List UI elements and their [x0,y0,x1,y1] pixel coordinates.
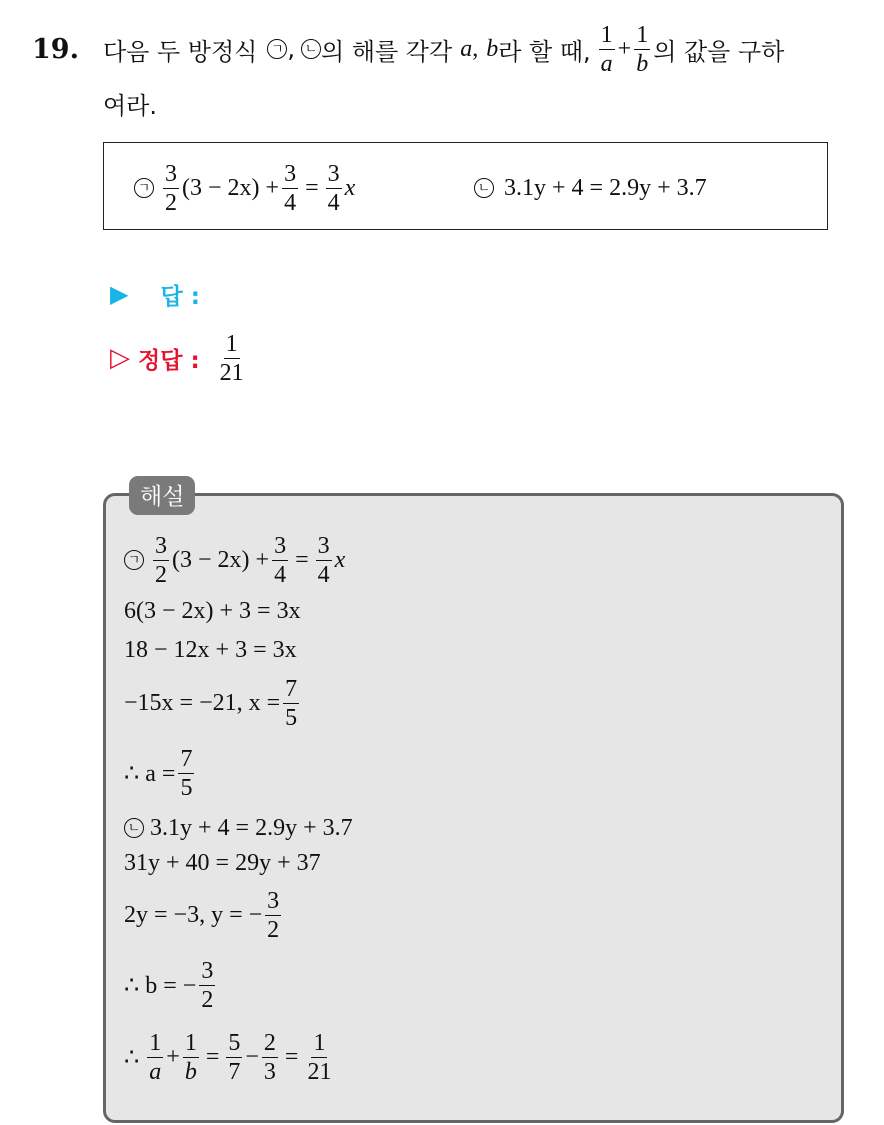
solution-line-10: ∴ $\frac{1}{a}$ + $\frac{1}{b}$ = $\frac{5}{7}$ − $\frac{2}{3}$ = $\frac{1}{21}$ [124,1029,332,1085]
solution-line-9: ∴ b = − $\frac{3}{2}$ [124,957,214,1013]
circled-nieun-icon: ㄴ [474,178,494,198]
fraction: $\frac{1}{b}$ [636,21,649,77]
solution-text: ∴ a = [124,760,176,787]
solution-text: −15x = −21, x = [124,689,281,716]
question-text: 다음 두 방정식 [102,37,258,66]
solution-line-3: 18 − 12x + 3 = 3x [124,637,297,663]
correct-answer-label: 정답 : [138,347,200,374]
minus: − [245,1043,259,1070]
correct-answer-value: $\frac{1}{21}$ [219,330,244,386]
question-text: 의 값을 구하 [653,37,785,66]
question-number: 19. [32,33,79,65]
answer-row [110,278,200,310]
correct-answer-row [110,328,249,388]
question-line-2: 여라. [103,92,157,120]
circled-giyeok-icon: ㄱ [267,39,287,59]
equation-2 [474,170,707,206]
solution-line-8: 2y = −3, y = − $\frac{3}{2}$ [124,887,280,943]
circled-nieun-icon: ㄴ [301,39,321,59]
solution-line-4: −15x = −21, x = $\frac{7}{5}$ [124,675,298,731]
eq1-middle: (3 − 2x) + [182,174,280,201]
equals: = [284,1043,299,1070]
circled-giyeok-icon: ㄱ [124,550,144,570]
var-x: x [344,174,356,201]
question-line-1 [32,21,785,77]
equals: = [305,174,319,201]
separator: , [287,35,295,63]
equals: = [205,1043,220,1070]
plus: + [166,1043,180,1070]
solution-text: ∴ b = − [124,972,197,999]
outline-arrow-icon: ▷ [110,343,130,373]
answer-label: 답 : [160,283,200,310]
circled-nieun-icon: ㄴ [124,818,144,838]
var-a: a [460,35,473,62]
solution-text: 3.1y + 4 = 2.9y + 3.7 [150,814,353,841]
play-arrow-icon: ▶ [110,280,129,308]
therefore-symbol: ∴ [124,1044,140,1071]
solution-line-5: ∴ a = $\frac{7}{5}$ [124,745,193,801]
comma: , [472,35,479,62]
equals: = [295,546,309,573]
plus: + [617,35,632,62]
solution-line-1: ㄱ $\frac{3}{2}$ (3 − 2x) + $\frac{3}{4}$ = $\frac{3}{4}$ x [124,530,345,590]
equation-1: ㄱ $\frac{3}{2}$ (3 − 2x) + $\frac{3}{4}$ = $\frac{3}{4}$ x [134,160,355,216]
circled-giyeok-icon: ㄱ [134,178,154,198]
question-text: 라 할 때, [498,37,591,66]
fraction: $\frac{1}{a}$ [600,21,613,77]
solution-line-6 [124,812,353,844]
solution-text: 2y = −3, y = − [124,901,263,928]
solution-tag: 해설 [129,476,195,515]
solution-line-2: 6(3 − 2x) + 3 = 3x [124,598,301,624]
var-x: x [334,546,346,573]
eq2-text: 3.1y + 4 = 2.9y + 3.7 [504,174,707,201]
solution-line-7: 31y + 40 = 29y + 37 [124,850,321,876]
var-b: b [486,35,499,62]
question-text: 의 해를 각각 [321,37,453,66]
solution-text: (3 − 2x) + [172,546,270,573]
